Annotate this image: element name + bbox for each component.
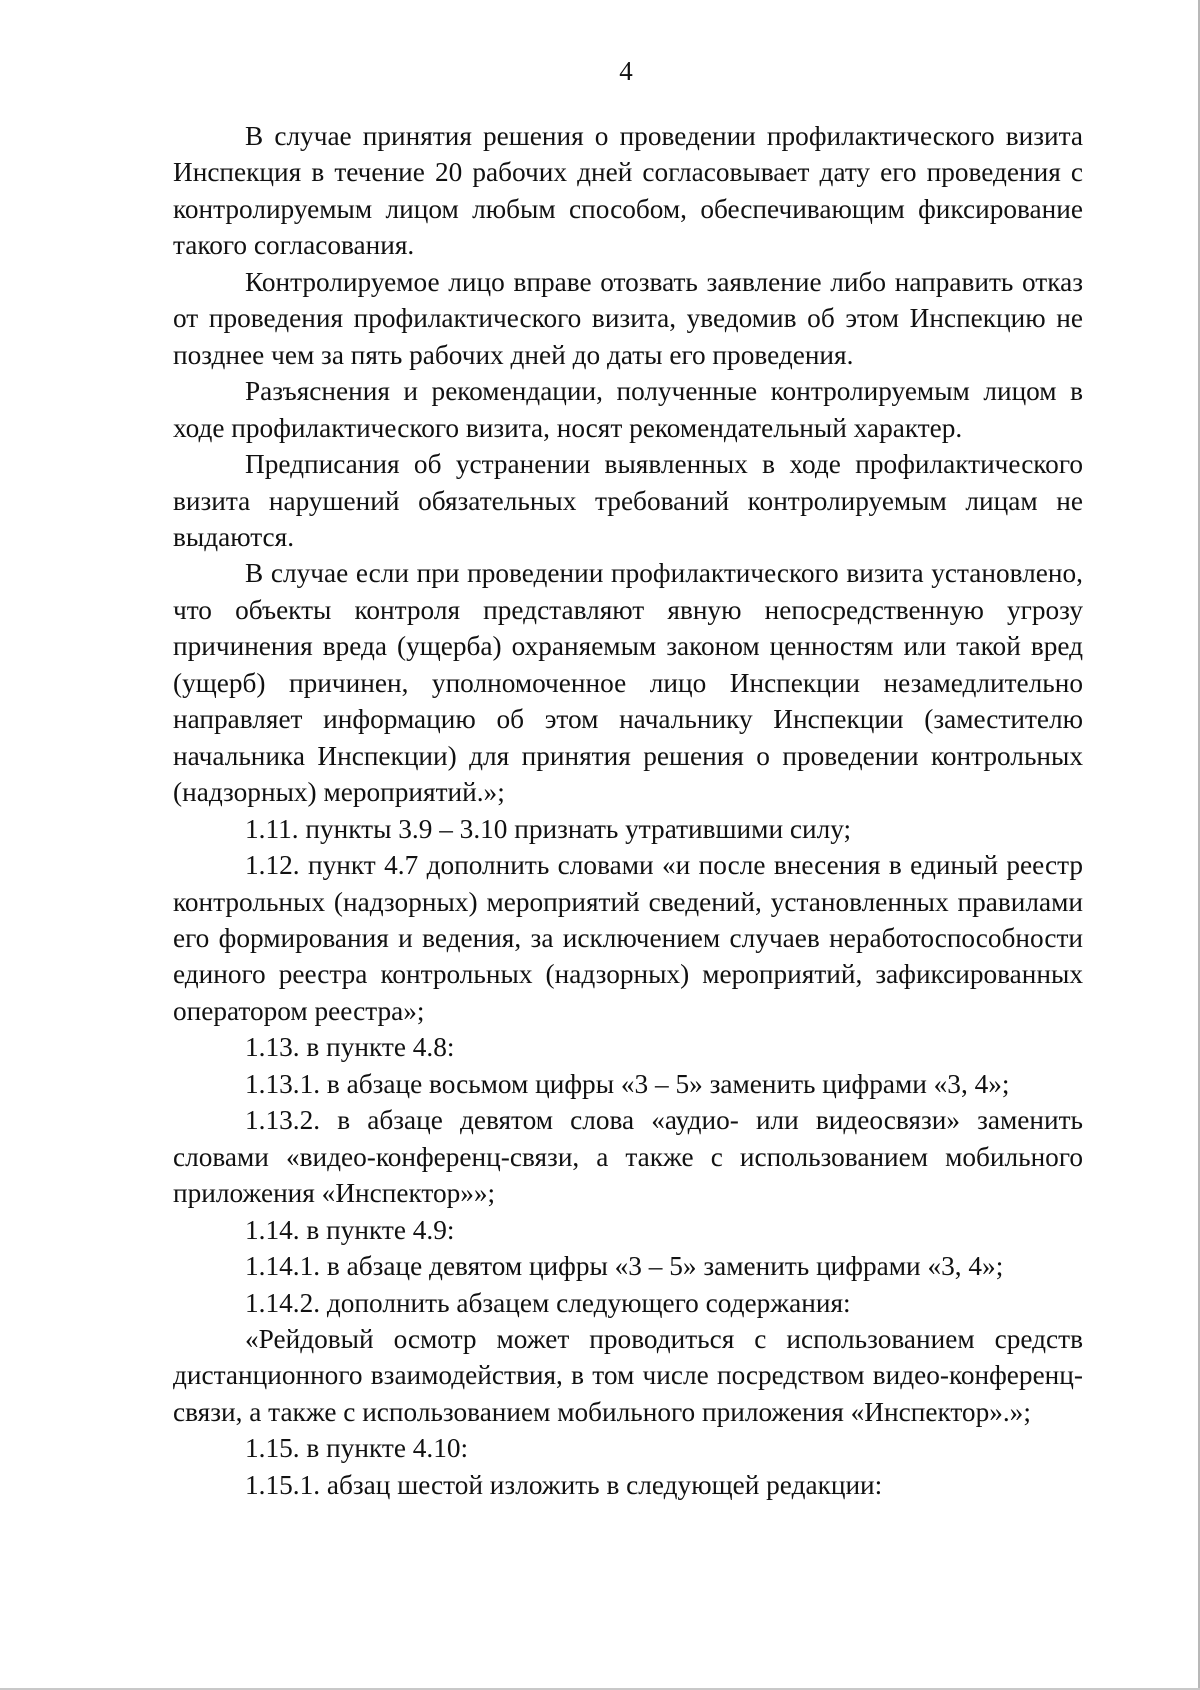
paragraph-threat-case: В случае если при проведении профилактического визита установлено, что объекты контроля представляют явную непосредственную угрозу причинения вреда (ущерба) охраняемым законом ценностям или такой вред (ущерб) причинен, уполномоченное лицо Инспекции незамедлительно направляет информацию об этом начальнику Инспекции (заместителю начальника Инспекции) для принятия решения о проведении контрольных (надзорных) мероприятий.»; bbox=[173, 558, 1083, 808]
paragraph-profvisit-date: В случае принятия решения о проведении профилактического визита Инспекция в течение 20 рабочих дней согласовывает дату его проведения с контролируемым лицом любым способом, обеспечивающим фиксирование такого согласования. bbox=[173, 121, 1083, 261]
paragraph-no-orders: Предписания об устранении выявленных в ходе профилактического визита нарушений обязательных требований контролируемым лицам не выдаются. bbox=[173, 449, 1083, 552]
page-number: 4 bbox=[619, 56, 633, 86]
item-1-13: 1.13. в пункте 4.8: bbox=[245, 1032, 455, 1063]
document-body bbox=[173, 118, 1083, 1503]
item-1-15-1: 1.15.1. абзац шестой изложить в следующей редакции: bbox=[245, 1469, 883, 1500]
item-1-14-1: 1.14.1. в абзаце девятом цифры «3 – 5» заменить цифрами «3, 4»; bbox=[245, 1251, 1004, 1282]
item-1-13-2: 1.13.2. в абзаце девятом слова «аудио- или видеосвязи» заменить словами «видео-конференц-связи, а также с использованием мобильного приложения «Инспектор»»; bbox=[173, 1105, 1083, 1209]
item-1-14: 1.14. в пункте 4.9: bbox=[245, 1214, 455, 1245]
paragraph-withdraw-request: Контролируемое лицо вправе отозвать заявление либо направить отказ от проведения профилактического визита, уведомив об этом Инспекцию не позднее чем за пять рабочих дней до даты его проведения. bbox=[173, 266, 1083, 370]
item-1-12: 1.12. пункт 4.7 дополнить словами «и после внесения в единый реестр контрольных (надзорных) мероприятий сведений, установленных правилами его формирования и ведения, за исключением случаев неработоспособности единого реестра контрольных (надзорных) мероприятий, зафиксированных оператором реестра»; bbox=[173, 850, 1083, 1026]
item-1-13-1: 1.13.1. в абзаце восьмом цифры «3 – 5» заменить цифрами «3, 4»; bbox=[245, 1068, 1010, 1099]
item-1-14-2: 1.14.2. дополнить абзацем следующего содержания: bbox=[245, 1287, 851, 1318]
paragraph-explanations: Разъяснения и рекомендации, полученные контролируемым лицом в ходе профилактического визита, носят рекомендательный характер. bbox=[173, 376, 1083, 443]
paragraph-raid-inspection: «Рейдовый осмотр может проводиться с использованием средств дистанционного взаимодействия, в том числе посредством видео-конференц-связи, а также с использованием мобильного приложения «Инспектор».»; bbox=[173, 1323, 1083, 1427]
item-1-11: 1.11. пункты 3.9 – 3.10 признать утратившими силу; bbox=[245, 813, 852, 844]
item-1-15: 1.15. в пункте 4.10: bbox=[245, 1433, 469, 1464]
